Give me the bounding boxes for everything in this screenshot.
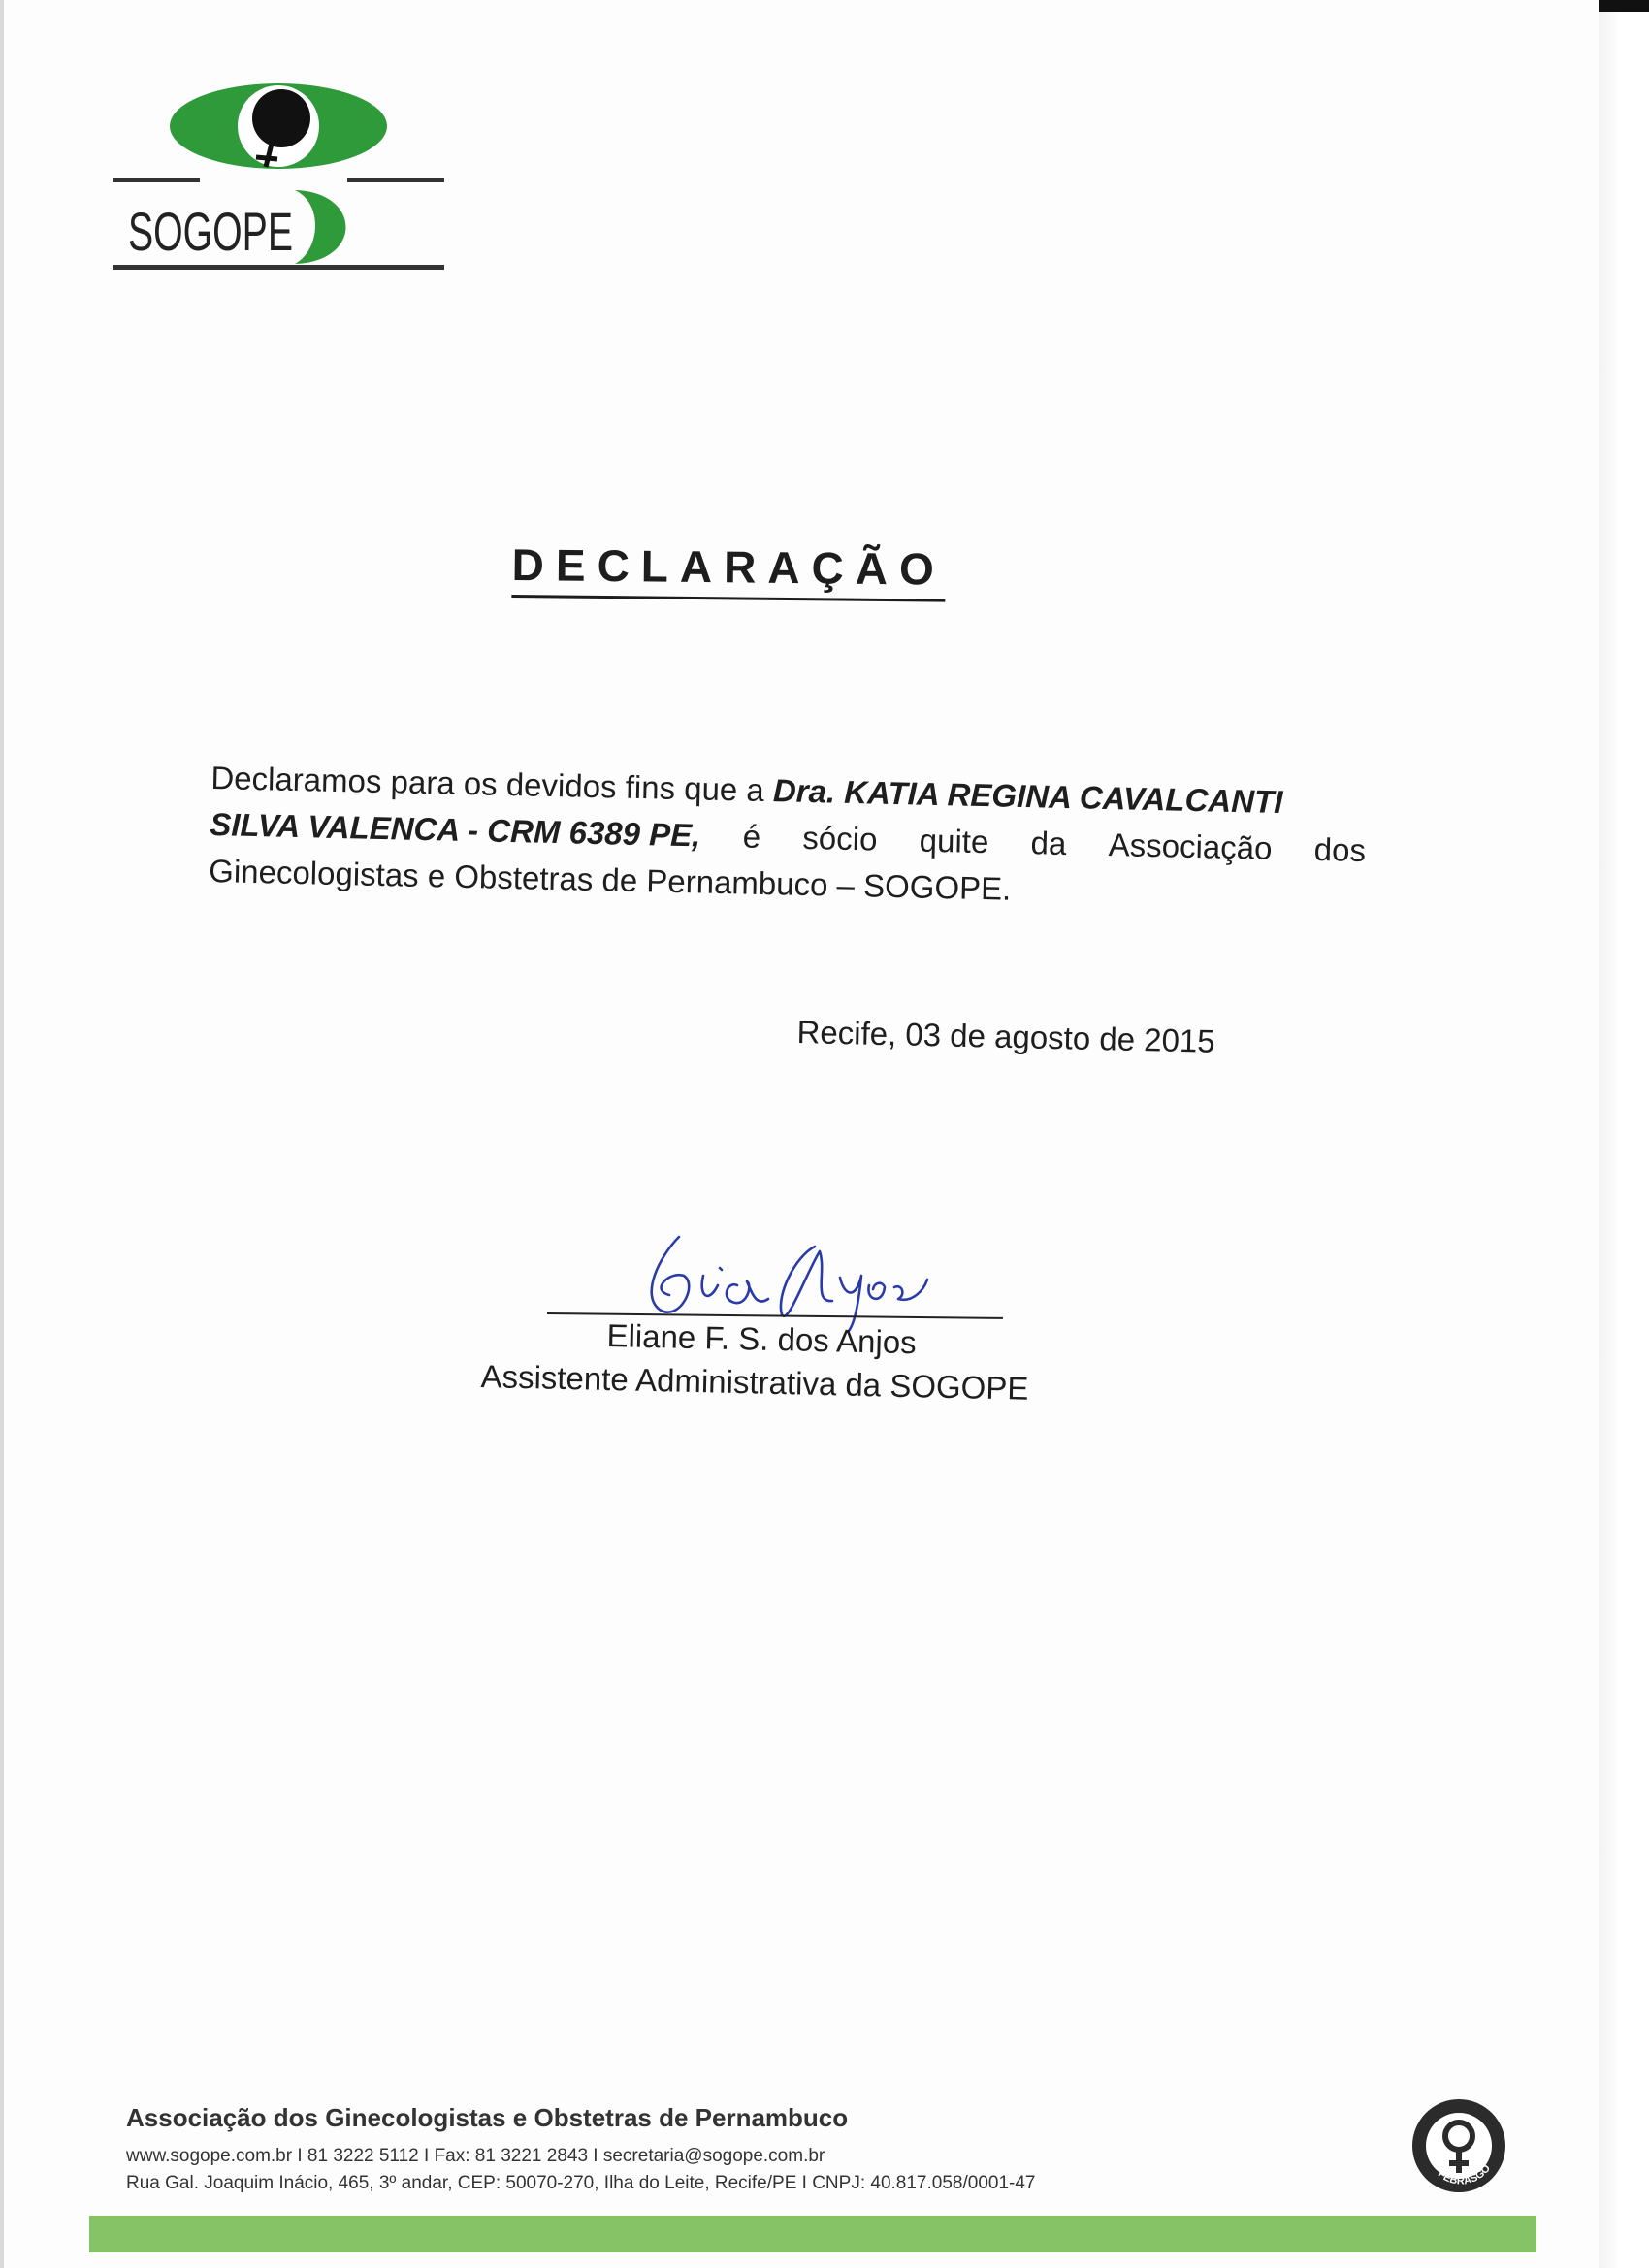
febrasgo-seal-graphic (1408, 2095, 1509, 2196)
seal-text: FEBRASGO (1436, 2162, 1494, 2187)
logo-text: SOGOPE (128, 201, 293, 262)
paragraph-text: Declaramos para os devidos fins que a (210, 759, 774, 809)
paragraph-word: da (1030, 825, 1067, 862)
paragraph-word: sócio (801, 819, 878, 858)
declaration-paragraph (209, 755, 1368, 921)
footer-organization: Associação dos Ginecologistas e Obstetras de Pernambuco (126, 2103, 849, 2132)
sogope-logo-graphic (109, 76, 448, 279)
scan-edge-right (1599, 0, 1649, 2268)
scan-edge-left (0, 0, 4, 2268)
footer-green-bar (89, 2216, 1536, 2252)
scan-edge-top-corner (1599, 0, 1649, 12)
place-and-date: Recife, 03 de agosto de 2015 (796, 1014, 1216, 1059)
footer-address: Rua Gal. Joaquim Inácio, 465, 3º andar, CEP: 50070-270, Ilha do Leite, Recife/PE I CNPJ: 40.817.058/0001-47 (126, 2173, 1036, 2193)
paragraph-line-3: Ginecologistas e Obstetras de Pernambuco – SOGOPE. (208, 852, 1012, 907)
footer-contact: www.sogope.com.br I 81 3222 5112 I Fax: 81 3221 2843 I secretaria@sogope.com.br (126, 2146, 825, 2166)
paragraph-word: Associação (1108, 826, 1273, 866)
doctor-name-crm: SILVA VALENCA - CRM 6389 PE, (209, 805, 701, 854)
doctor-name: Dra. KATIA REGINA CAVALCANTI (772, 772, 1283, 821)
febrasgo-seal (1408, 2095, 1509, 2196)
paragraph-word: é (742, 818, 761, 855)
sogope-logo (109, 76, 448, 279)
paragraph-word: quite (919, 822, 989, 860)
signer-name: Eliane F. S. dos Anjos (606, 1317, 918, 1361)
signer-role: Assistente Administrativa da SOGOPE (480, 1358, 1029, 1407)
document-title: DECLARAÇÃO (511, 538, 946, 602)
paragraph-word: dos (1313, 830, 1367, 869)
